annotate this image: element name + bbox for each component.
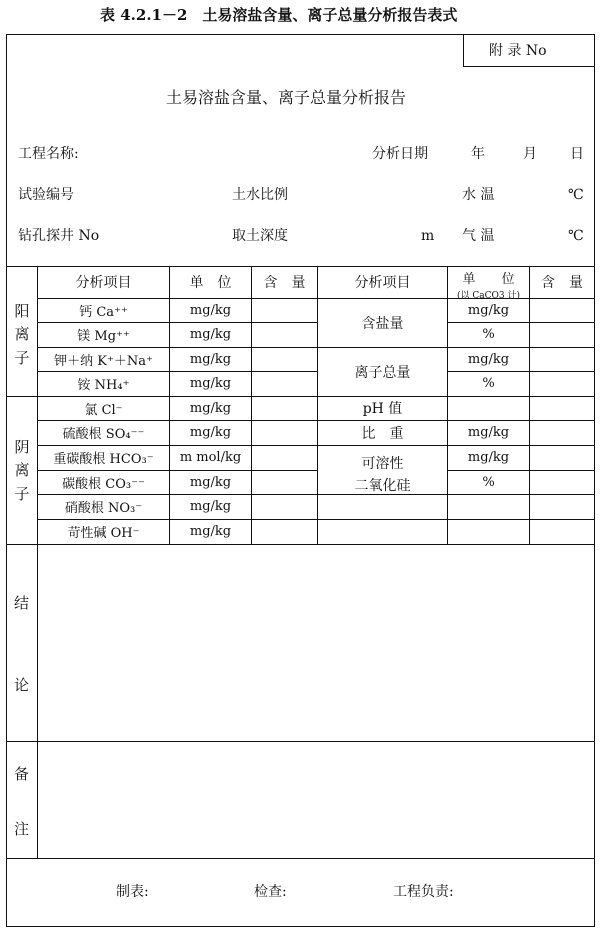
celsius-unit: ℃ [568, 187, 584, 203]
cation-label: 阳 离 子 [14, 302, 30, 367]
month-label: 月 [523, 146, 537, 162]
salt-unit-pct: % [482, 327, 495, 342]
row-unit: m mol/kg [179, 450, 242, 465]
conclusion-char-2: 论 [14, 676, 30, 694]
soluble-silica-line1: 可溶性 [361, 456, 404, 472]
borehole-no-label: 钻孔探井 No [18, 228, 100, 244]
row-item: 铵 NH₄⁺ [77, 378, 130, 393]
grid-line [6, 544, 595, 545]
header-unit-right-note: (以 CaCO3 计) [457, 291, 520, 301]
row-unit: mg/kg [189, 499, 232, 514]
row-item: 钾＋纳 K⁺＋Na⁺ [54, 353, 153, 369]
water-temp-label: 水 温 [462, 187, 495, 203]
grid-line [6, 858, 595, 859]
report-title: 土易溶盐含量、离子总量分析报告 [166, 88, 407, 107]
ph-label: pH 值 [362, 401, 403, 417]
checked-by-label: 检查: [254, 884, 287, 900]
row-unit: mg/kg [189, 376, 232, 391]
remark-char-2: 注 [14, 820, 30, 838]
specific-gravity-unit: mg/kg [467, 425, 510, 440]
row-item: 重碳酸根 HCO₃⁻ [53, 452, 154, 467]
grid-line [6, 741, 595, 742]
header-unit-right-label: 单 位 [462, 272, 515, 287]
table-title: 表 4.2.1－2 土易溶盐含量、离子总量分析报告表式 [100, 6, 458, 24]
col-line [251, 266, 252, 544]
frame-bottom [6, 926, 595, 927]
made-by-label: 制表: [116, 884, 149, 900]
appendix-box-bottom [463, 66, 594, 67]
celsius-unit: ℃ [568, 228, 584, 244]
soluble-silica-line2: 二氧化硅 [354, 478, 411, 494]
specific-gravity-label: 比 重 [361, 425, 404, 442]
row-item: 镁 Mg⁺⁺ [77, 329, 130, 344]
conclusion-char-1: 结 [14, 594, 30, 612]
analysis-date-label: 分析日期 [372, 146, 428, 162]
appendix-box-left [463, 34, 464, 66]
header-item-right: 分析项目 [354, 275, 411, 291]
row-item: 苛性碱 OH⁻ [67, 526, 140, 541]
row-line [318, 519, 594, 520]
day-label: 日 [570, 146, 584, 162]
frame-right [594, 34, 595, 926]
salt-unit-mgkg: mg/kg [467, 302, 510, 318]
header-unit-right [448, 266, 529, 301]
row-unit: mg/kg [189, 327, 232, 342]
row-item: 碳酸根 CO₃⁻⁻ [62, 476, 145, 492]
ion-unit-pct: % [482, 376, 495, 391]
row-unit: mg/kg [189, 524, 232, 539]
project-name-label: 工程名称: [18, 146, 79, 162]
air-temp-label: 气 温 [462, 228, 495, 244]
row-item: 钙 Ca⁺⁺ [79, 304, 128, 320]
header-item: 分析项目 [75, 275, 132, 291]
row-unit: mg/kg [189, 351, 232, 367]
row-item: 硫酸根 SO₄⁻⁻ [62, 427, 145, 442]
row-unit: mg/kg [189, 425, 232, 440]
header-content-right: 含 量 [541, 275, 583, 291]
col-line [529, 266, 530, 544]
project-lead-label: 工程负责: [393, 884, 454, 900]
frame-left [6, 34, 7, 926]
test-no-label: 试验编号 [18, 187, 74, 203]
soil-water-ratio-label: 土水比例 [232, 187, 288, 203]
row-unit: mg/kg [189, 400, 232, 416]
row-unit: mg/kg [189, 474, 232, 490]
ion-unit-mgkg: mg/kg [467, 351, 510, 367]
row-item: 硝酸根 NO₃⁻ [64, 501, 143, 516]
appendix-label: 附 录 No [489, 43, 547, 59]
row-unit: mg/kg [189, 302, 232, 318]
sample-depth-label: 取土深度 [232, 228, 288, 244]
meter-unit: m [421, 228, 435, 244]
year-label: 年 [471, 146, 485, 162]
salt-content-label: 含盐量 [361, 315, 404, 332]
row-item: 氯 Cl⁻ [84, 402, 123, 418]
soluble-silica-unit-mgkg: mg/kg [467, 450, 510, 465]
anion-label: 阴 离 子 [14, 438, 30, 503]
header-content: 含 量 [263, 275, 306, 291]
remark-char-1: 备 [14, 765, 30, 783]
ion-total-label: 离子总量 [354, 364, 411, 381]
frame-top [6, 34, 595, 35]
soluble-silica-label [318, 445, 447, 494]
soluble-silica-unit-pct: % [482, 474, 495, 490]
header-unit: 单 位 [189, 275, 232, 291]
